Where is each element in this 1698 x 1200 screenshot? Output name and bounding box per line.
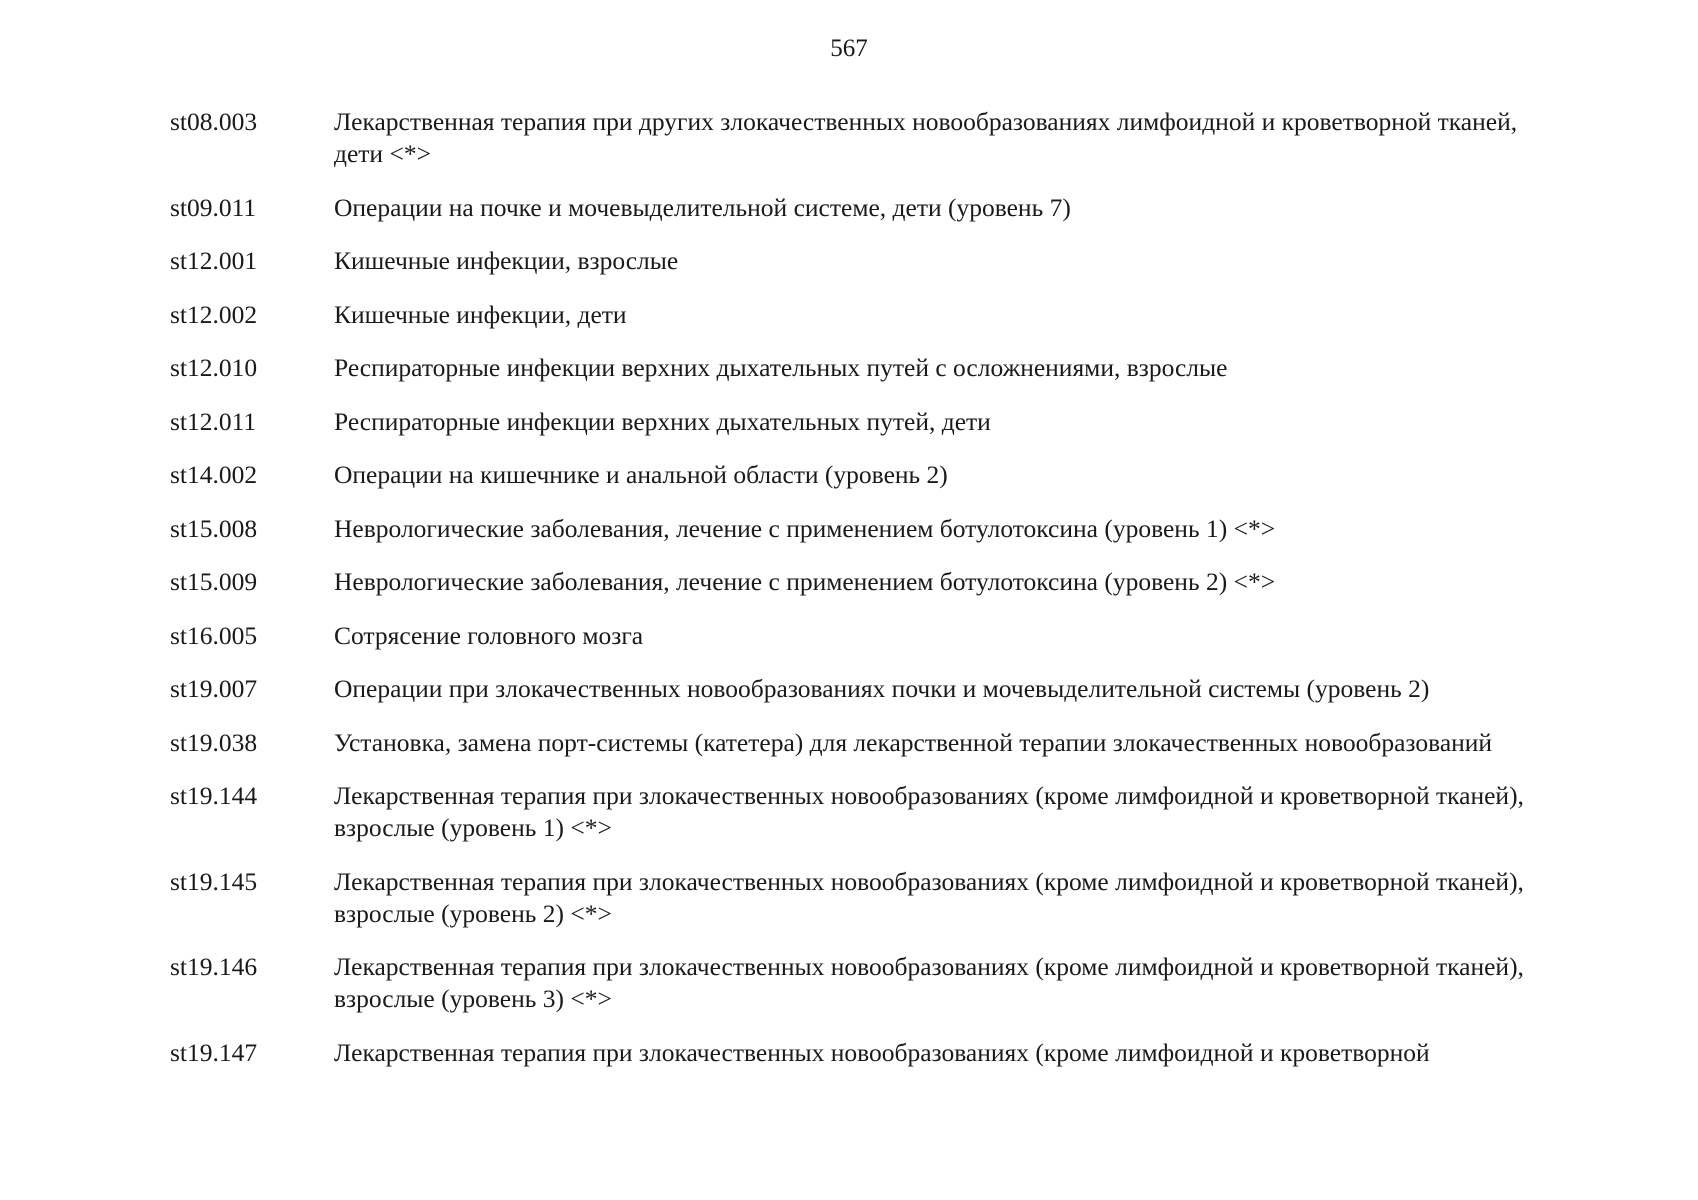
list-item bbox=[170, 1037, 1570, 1069]
entry-code: st12.011 bbox=[170, 406, 257, 436]
list-item bbox=[170, 106, 1570, 170]
entry-description: Неврологические заболевания, лечение с применением ботулотоксина (уровень 2) <*> bbox=[334, 567, 1276, 596]
entry-description: Лекарственная терапия при злокачественных новообразованиях (кроме лимфоидной и кроветворной тканей), взрослые (уровень 1) <*> bbox=[334, 781, 1524, 842]
entry-code: st16.005 bbox=[170, 620, 258, 650]
entry-description: Лекарственная терапия при других злокачественных новообразованиях лимфоидной и кроветворной тканей, дети <*> bbox=[334, 107, 1518, 168]
list-item bbox=[170, 620, 1570, 652]
entry-description: Лекарственная терапия при злокачественных новообразованиях (кроме лимфоидной и кроветворной bbox=[334, 1037, 1430, 1067]
entry-description: Операции на кишечнике и анальной области (уровень 2) bbox=[334, 460, 948, 489]
entry-description: Установка, замена порт-системы (катетера) для лекарственной терапии злокачественных новообразований bbox=[334, 727, 1493, 757]
list-item bbox=[170, 673, 1570, 705]
list-item bbox=[170, 780, 1570, 844]
entry-code: st14.002 bbox=[170, 460, 258, 489]
list-item bbox=[170, 245, 1570, 277]
list-item bbox=[170, 192, 1570, 224]
entry-code: st15.009 bbox=[170, 567, 258, 596]
list-item bbox=[170, 459, 1570, 491]
entry-description: Сотрясение головного мозга bbox=[334, 620, 644, 650]
entry-description: Неврологические заболевания, лечение с применением ботулотоксина (уровень 1) <*> bbox=[334, 513, 1276, 543]
entry-code: st12.002 bbox=[170, 299, 258, 329]
list-item bbox=[170, 299, 1570, 331]
entry-description: Респираторные инфекции верхних дыхательных путей, дети bbox=[334, 406, 991, 436]
entry-description: Лекарственная терапия при злокачественных новообразованиях (кроме лимфоидной и кроветворной тканей), взрослые (уровень 2) <*> bbox=[334, 866, 1524, 928]
entry-description: Кишечные инфекции, дети bbox=[334, 299, 627, 329]
list-item bbox=[170, 727, 1570, 759]
list-item bbox=[170, 866, 1570, 930]
entry-description: Лекарственная терапия при злокачественных новообразованиях (кроме лимфоидной и кроветворной тканей), взрослые (уровень 3) <*> bbox=[334, 952, 1524, 1013]
list-item bbox=[170, 406, 1570, 438]
entry-code: st19.007 bbox=[170, 674, 258, 703]
entry-code: st19.146 bbox=[170, 952, 258, 981]
entry-description: Операции при злокачественных новообразованиях почки и мочевыделительной системы (уровень 2) bbox=[334, 674, 1430, 703]
entry-code: st12.001 bbox=[170, 246, 258, 275]
entry-description: Операции на почке и мочевыделительной системе, дети (уровень 7) bbox=[334, 192, 1071, 222]
entry-description: Кишечные инфекции, взрослые bbox=[334, 246, 679, 275]
entry-code: st19.144 bbox=[170, 781, 258, 810]
page-number: 567 bbox=[830, 35, 868, 62]
entry-code: st19.147 bbox=[170, 1037, 258, 1067]
entry-code: st08.003 bbox=[170, 107, 258, 136]
entry-code: st15.008 bbox=[170, 513, 258, 543]
entry-description: Респираторные инфекции верхних дыхательных путей с осложнениями, взрослые bbox=[334, 353, 1228, 382]
list-item bbox=[170, 566, 1570, 598]
list-item bbox=[170, 513, 1570, 545]
list-item bbox=[170, 951, 1570, 1015]
list-item bbox=[170, 352, 1570, 384]
entry-code: st09.011 bbox=[170, 192, 257, 222]
entry-code: st19.038 bbox=[170, 727, 258, 757]
entry-code: st12.010 bbox=[170, 353, 258, 382]
code-list bbox=[170, 106, 1570, 1090]
entry-code: st19.145 bbox=[170, 866, 258, 896]
